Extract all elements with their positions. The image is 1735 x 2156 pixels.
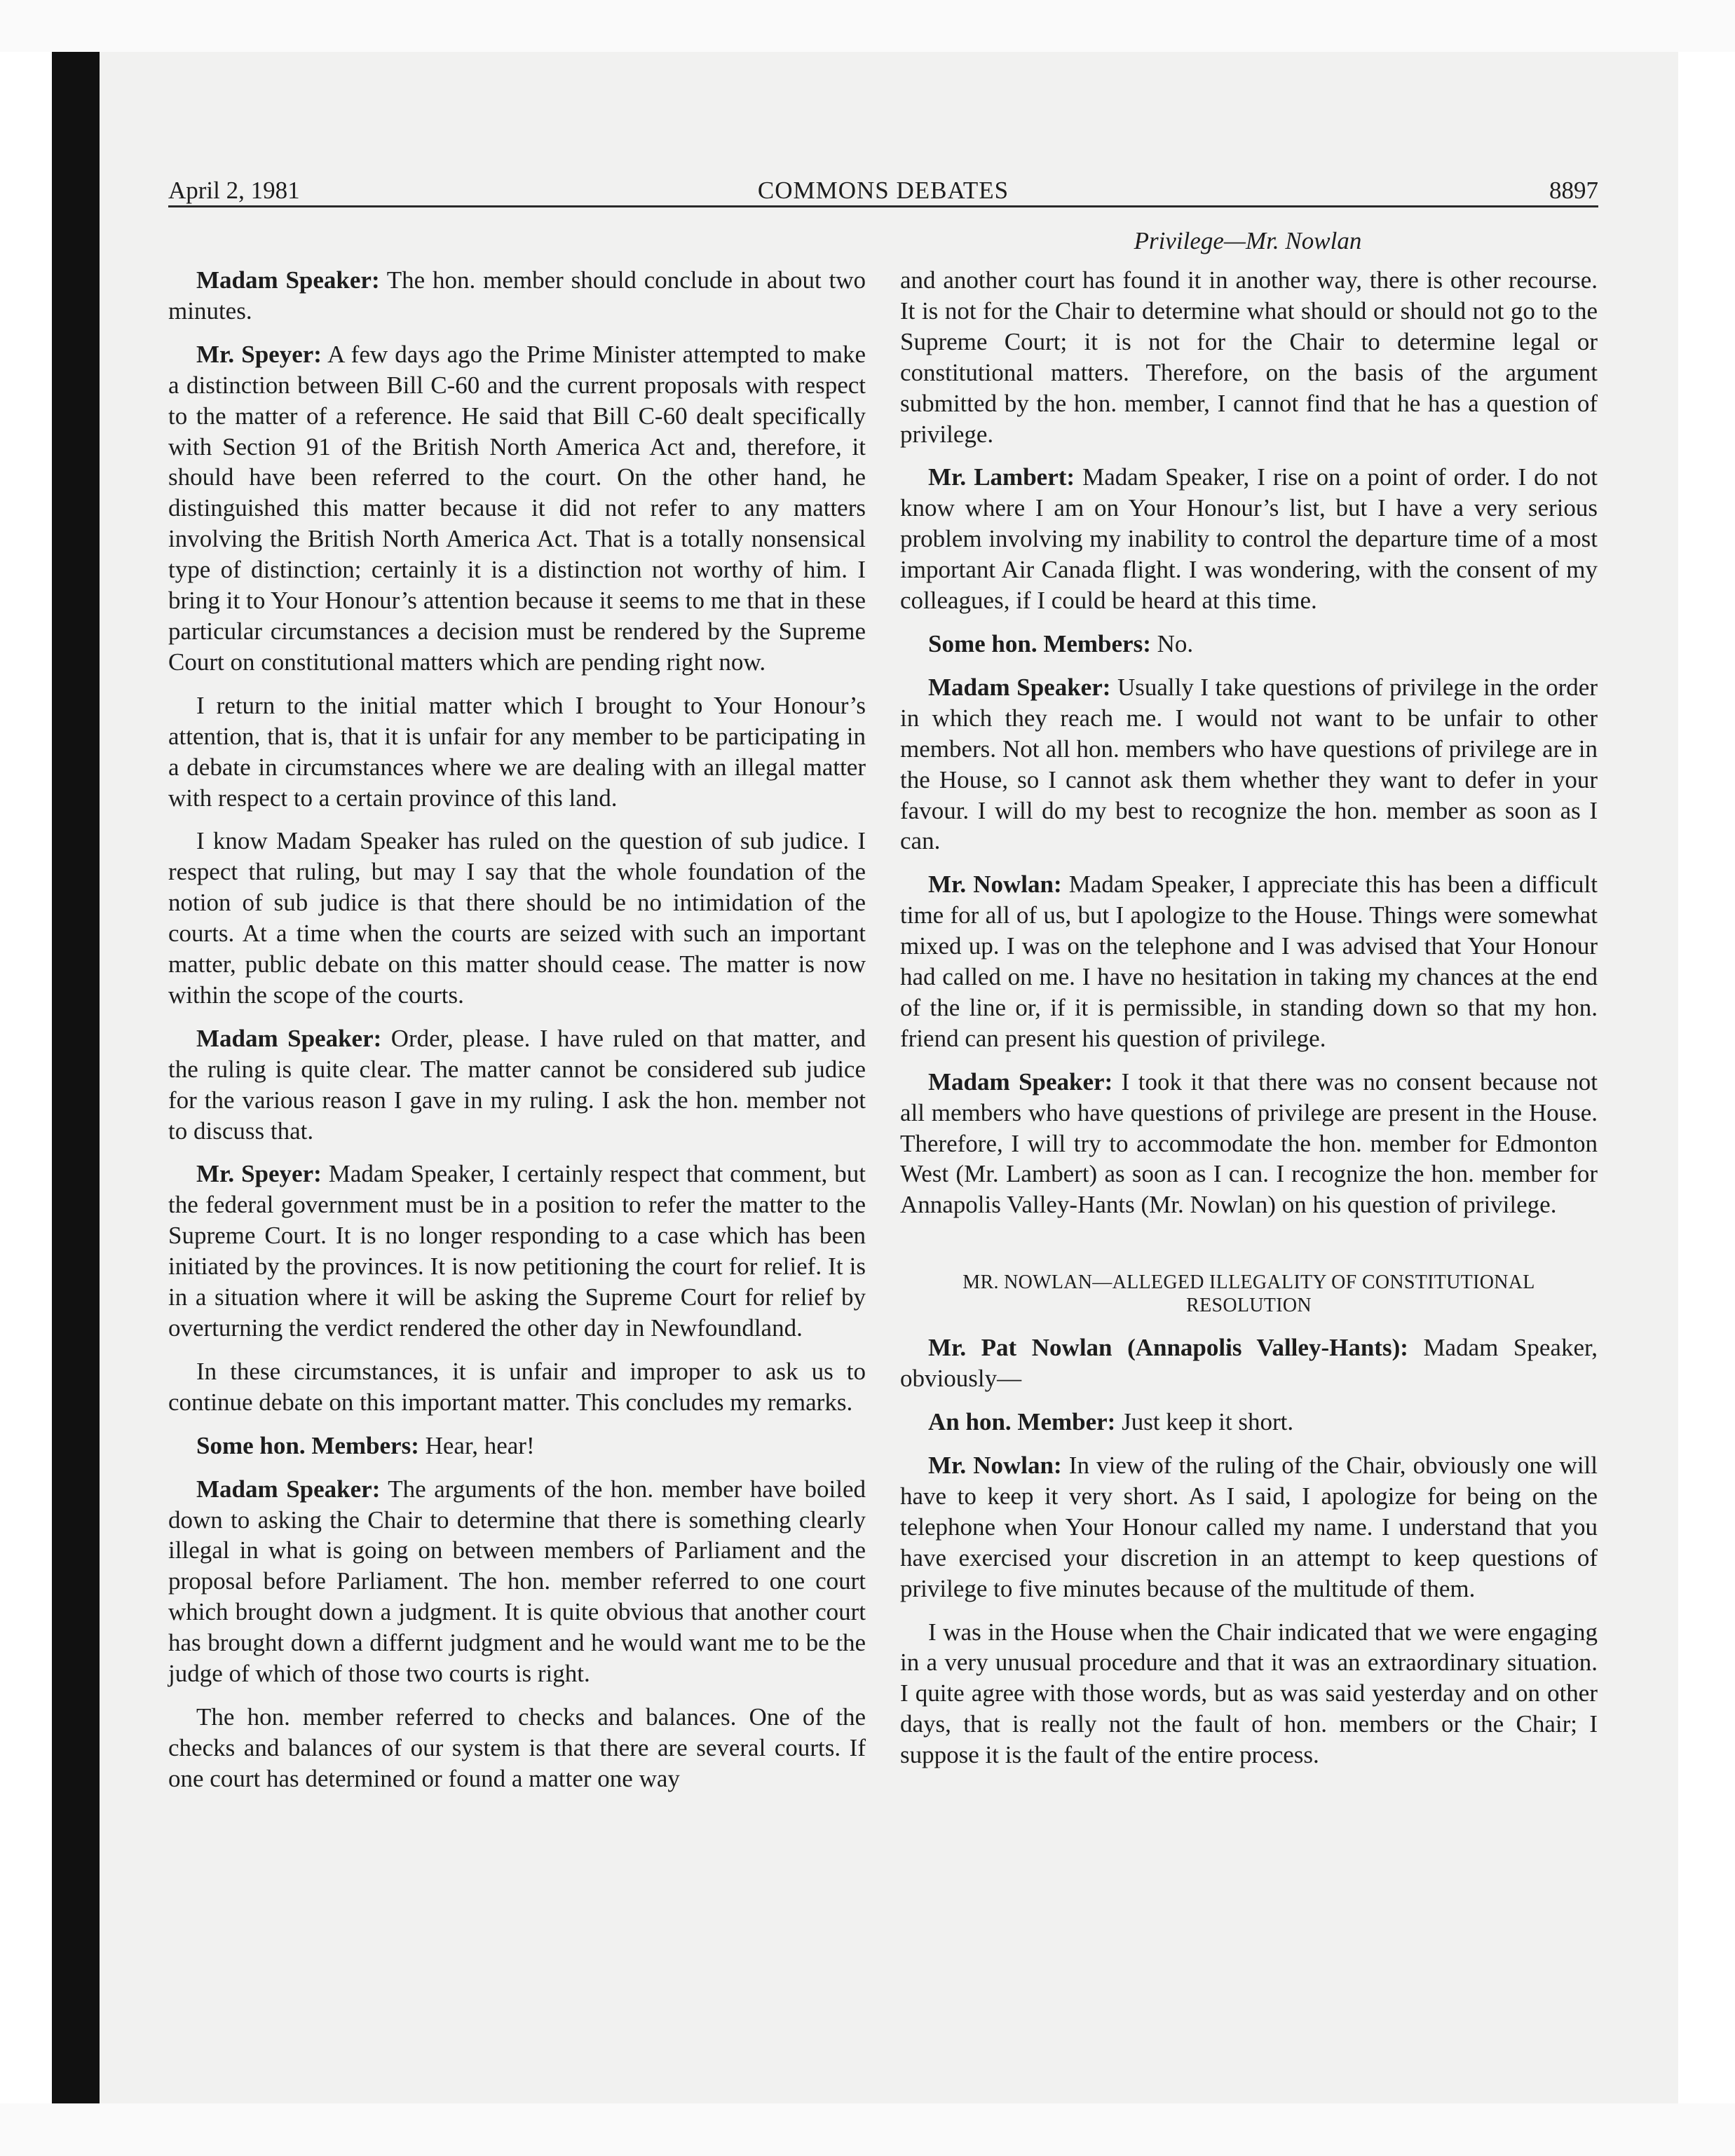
header-title: COMMONS DEBATES — [757, 177, 1009, 204]
paragraph-text: The hon. member referred to checks and balances. One of the checks and balances of our system is that there are several courts. If one court has determined or found a matter one way — [168, 1703, 866, 1792]
paragraph — [168, 265, 866, 327]
paragraph — [168, 1702, 866, 1794]
paragraph — [168, 1159, 866, 1343]
header-date: April 2, 1981 — [168, 177, 300, 204]
paragraph-text: The arguments of the hon. member have boiled down to asking the Chair to determine that there is something clearly illegal in what is going on between members of Parliament and the proposal before Parliament. The hon. member referred to one court which brought down a judgment. It is quite obvious that another court has brought down a differnt judgment and he would want me to be the judge of which of those two courts is right. — [168, 1475, 866, 1688]
speaker-name: Mr. Nowlan: — [928, 871, 1062, 899]
left-column — [168, 265, 866, 1807]
paragraph — [168, 1431, 866, 1461]
page-header — [168, 174, 1598, 207]
paragraph-text: No. — [1150, 629, 1194, 657]
paragraph — [900, 1450, 1598, 1604]
paragraph-text: Madam Speaker, I certainly respect that comment, but the federal government must be in a position to refer the matter to the Supreme Court. It is no longer responding to a case which has been initiated by the provinces. It is now petitioning the court for relief. It is in a situation where it will be asking the Supreme Court for relief by overturning the verdict rendered the other day in Newfoundland. — [168, 1160, 866, 1342]
paragraph-text: Madam Speaker, I appreciate this has been a difficult time for all of us, but I apologize to the House. Things were somewhat mixed up. I was on the telephone and I was advised that Your Honour had called on me. I have no hesitation in taking my chances at the end of the line or, if it is permissible, in standing down so that my hon. friend can present his question of privilege. — [900, 871, 1598, 1052]
paragraph-text: Madam Speaker, I rise on a point of order. I do not know where I am on Your Honour’s list, but I have a very serious problem involving my inability to control the departure time of a most important Air Canada flight. I was wondering, with the consent of my colleagues, if I could be heard at this time. — [900, 463, 1598, 615]
scan-margin-bottom — [0, 2103, 1735, 2156]
paragraph — [900, 869, 1598, 1053]
section-heading: MR. NOWLAN—ALLEGED ILLEGALITY OF CONSTITUTIONAL RESOLUTION — [962, 1271, 1535, 1317]
paragraph — [900, 672, 1598, 857]
speaker-name: Madam Speaker: — [196, 1024, 382, 1052]
running-title: Privilege—Mr. Nowlan — [1134, 227, 1362, 254]
paragraph — [900, 462, 1598, 616]
speaker-name: Mr. Nowlan: — [928, 1452, 1062, 1479]
scan-margin-top — [0, 0, 1735, 52]
speaker-name: Some hon. Members: — [928, 629, 1151, 657]
paragraph — [168, 826, 866, 1010]
paragraph — [168, 1023, 866, 1147]
paragraph — [168, 339, 866, 678]
page-number: 8897 — [1549, 177, 1598, 204]
paragraph-text: In these circumstances, it is unfair and improper to ask us to continue debate on this important matter. This concludes my remarks. — [168, 1357, 866, 1416]
speaker-name: Some hon. Members: — [196, 1431, 419, 1459]
paragraph — [900, 1067, 1598, 1221]
paragraph — [900, 1617, 1598, 1771]
paragraph-text: Madam Speaker, obviously— — [900, 1334, 1598, 1393]
paragraph-text: I know Madam Speaker has ruled on the question of sub judice. I respect that ruling, but may I say that the whole foundation of the notion of sub judice is that there should be no intimidation of the courts. At a time when the courts are seized with such an important matter, public debate on this matter should cease. The matter is now within the scope of the courts. — [168, 827, 866, 1009]
paragraph-text: Hear, hear! — [419, 1431, 535, 1459]
paragraph-text: I was in the House when the Chair indicated that we were engaging in a very unusual procedure and that it was an extraordinary situation. I quite agree with those words, but as was said yesterday and on other days, that is really not the fault of hon. members or the Chair; I suppose it is the fault of the entire process. — [900, 1618, 1598, 1769]
header-rule — [168, 205, 1598, 207]
speaker-name: Madam Speaker: — [928, 1067, 1113, 1096]
paragraph-text: I took it that there was no consent because not all members who have questions of privilege are present in the House. Therefore, I will try to accommodate the hon. member for Edmonton West (Mr. Lambert) as soon as I can. I recognize the hon. member for Annapolis Valley-Hants (Mr. Nowlan) on his question of privilege. — [900, 1067, 1598, 1219]
paragraph-text: and another court has found it in another way, there is other recourse. It is not for the Chair to determine what should or should not go to the Supreme Court; it is not for the Chair to determine legal or constitutional matters. Therefore, on the basis of the argument submitted by the hon. member, I cannot find that he has a question of privilege. — [900, 266, 1598, 448]
paragraph-text: The hon. member should conclude in about two minutes. — [168, 266, 866, 325]
paragraph — [168, 1474, 866, 1689]
paragraph — [168, 690, 866, 814]
scan-binding-edge — [52, 52, 100, 2103]
speaker-name: Mr. Speyer: — [196, 340, 322, 368]
right-column — [900, 265, 1598, 1783]
paragraph-text: Usually I take questions of privilege in the order in which they reach me. I would not want to be unfair to other members. Not all hon. members who have questions of privilege are in the House, so I cannot ask them whether they want to defer in your favour. I will do my best to recognize the hon. member as soon as I can. — [900, 673, 1598, 855]
paragraph-text: Just keep it short. — [1115, 1408, 1294, 1436]
paragraph-text: Order, please. I have ruled on that matter, and the ruling is quite clear. The matter cannot be considered sub judice for the various reason I gave in my ruling. I ask the hon. member not to discuss that. — [168, 1024, 866, 1145]
speaker-name: Mr. Speyer: — [196, 1160, 322, 1188]
speaker-name: Madam Speaker: — [928, 673, 1111, 701]
paragraph — [900, 629, 1598, 660]
speaker-name: Mr. Pat Nowlan (Annapolis Valley-Hants): — [928, 1334, 1408, 1362]
paragraph-text: In view of the ruling of the Chair, obviously one will have to keep it very short. As I said, I apologize for being on the telephone when Your Honour called my name. I understand that you have exercised your discretion in an attempt to keep questions of privilege to five minutes because of the multitude of them. — [900, 1452, 1598, 1602]
speaker-name: An hon. Member: — [928, 1408, 1116, 1436]
paragraph — [168, 1356, 866, 1418]
paragraph-continued — [900, 265, 1598, 449]
speaker-name: Mr. Lambert: — [928, 463, 1075, 491]
paragraph-text: A few days ago the Prime Minister attempted to make a distinction between Bill C-60 and the current proposals with respect to the matter of a reference. He said that Bill C-60 dealt specifically with Section 91 of the British North America Act and, therefore, it should have been referred to the court. On the other hand, he distinguished this matter because it did not refer to any matters involving the British North America Act. That is a totally nonsensical type of distinction; certainly it is a distinction not worthy of him. I bring it to Your Honour’s attention because it seems to me that in these particular circumstances a decision must be rendered by the Supreme Court on constitutional matters which are pending right now. — [168, 340, 866, 676]
paragraph — [900, 1332, 1598, 1394]
speaker-name: Madam Speaker: — [196, 1475, 381, 1503]
paragraph-text: I return to the initial matter which I brought to Your Honour’s attention, that is, that it is unfair for any member to be participating in a debate in circumstances where we are dealing with an illegal matter with respect to a certain province of this land. — [168, 691, 866, 812]
paragraph — [900, 1407, 1598, 1438]
speaker-name: Madam Speaker: — [196, 266, 380, 294]
